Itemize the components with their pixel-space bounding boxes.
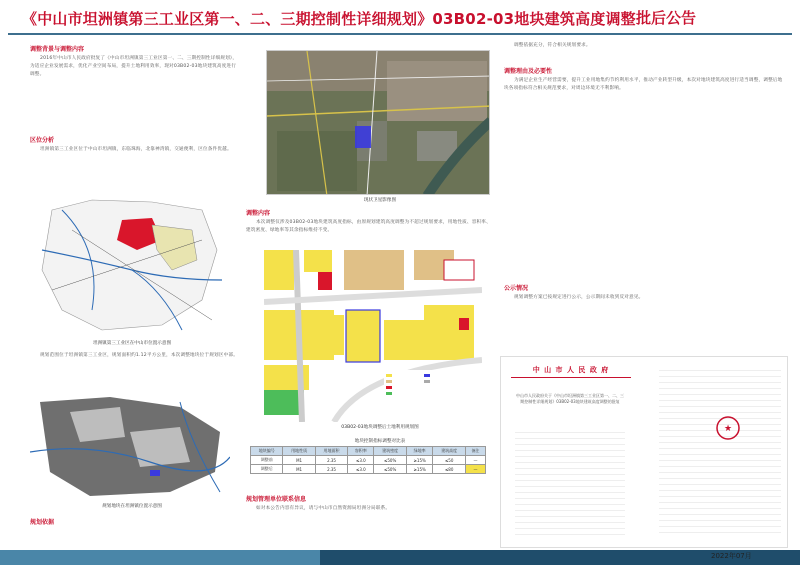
cell: — [465, 456, 485, 465]
location-map-city [32, 190, 232, 338]
cell: 调整后 [251, 465, 283, 474]
th-3: 容积率 [348, 447, 374, 456]
cell: ≤3.0 [348, 465, 374, 474]
cell: ≥15% [406, 465, 433, 474]
cell: M1 [283, 456, 315, 465]
cell: ≤50% [374, 465, 406, 474]
table-header-row [251, 447, 486, 456]
cell: 调整前 [251, 456, 283, 465]
approval-document [500, 356, 788, 548]
middle-adjust-block [246, 206, 492, 251]
th-0: 地块编号 [251, 447, 283, 456]
footer-bar [0, 550, 800, 565]
cell: ≤3.0 [348, 456, 374, 465]
table-caption: 地块控制指标调整对比表 [354, 439, 406, 444]
land-use-map [264, 250, 482, 422]
svg-text:★: ★ [723, 424, 733, 434]
scope-text: 规划范围位于坦洲镇第三工业区，规划面积约1.12平方公里，本次调整地块位于规划区中部。 [40, 353, 238, 358]
doc-page2 [659, 365, 781, 535]
section-adjust-text: 本次调整仅涉及03B02-03地块建筑高度指标，由原规划建筑高度调整为不超过规划要求，用地性质、容积率、建筑密度、绿地率等其余指标维持不变。 [246, 220, 491, 233]
cell: ≤80 [433, 465, 465, 474]
left-text-block [30, 352, 238, 388]
table-row [251, 465, 486, 474]
right-top-text: 调整依据充分，符合相关规划要求。 [514, 43, 591, 48]
section-background-title: 调整背景与调整内容 [30, 46, 85, 53]
section-publicity-title: 公示情况 [504, 285, 529, 292]
section-publicity-text: 规划调整方案已按规定进行公示，公示期间未收到反对意见。 [514, 295, 644, 300]
footer-date: 2022年07月 [711, 552, 752, 560]
section-reason-text: 为满足企业生产经营需要，提升工业用地集约节约利用水平，推动产业转型升级，本次对地块建筑高度进行适当调整，调整后地块各项指标符合相关规范要求，对周边环境无不利影响。 [504, 78, 783, 91]
cell: 2.35 [315, 456, 347, 465]
section-adjust-title: 调整内容 [246, 210, 271, 217]
photo-caption: 现状卫星影像图 [363, 198, 397, 203]
doc-body [515, 427, 625, 537]
middle-contact-block [246, 492, 492, 545]
section-basis-title: 规划依据 [30, 519, 55, 526]
section-background-text: 2016年中山市人民政府批复了《中山市坦洲镇第三工业区第一、二、三期控制性详细规划》，为适应企业发展需求，优化产业空间布局，提升土地利用效率，现对03B02-03地块建筑高度进行调整。 [30, 56, 238, 77]
map-caption: 03B02-03地块调整后土地利用规划图 [341, 425, 419, 430]
th-1: 用地性质 [283, 447, 315, 456]
cell: ≤50% [374, 456, 406, 465]
header-divider [8, 33, 792, 35]
cell: ≥15% [406, 456, 433, 465]
section-location-title: 区位分析 [30, 137, 55, 144]
table-row [251, 456, 486, 465]
doc-title: 中山市人民政府关于《中山市坦洲镇第三工业区第一、二、三期控制性详细规划》03B02-03地块建筑高度调整的批复 [516, 393, 624, 404]
th-5: 绿地率 [406, 447, 433, 456]
doc-rule [511, 377, 631, 378]
th-6: 建筑高度 [433, 447, 465, 456]
fig1-caption: 坦洲镇第三工业区在中山市位置示意图 [92, 341, 172, 346]
official-seal-icon [715, 415, 741, 441]
th-7: 备注 [465, 447, 485, 456]
indicator-table [250, 446, 486, 474]
th-4: 建筑密度 [374, 447, 406, 456]
section-contact-text: 如对本公告内容有异议，请与中山市自然资源局坦洲分局联系。 [256, 506, 391, 511]
cell: ≤50 [433, 456, 465, 465]
left-column [30, 42, 238, 176]
cell-highlight: — [465, 465, 485, 474]
footer-stripe [0, 550, 320, 565]
right-column [504, 42, 784, 334]
doc-header: 中 山 市 人 民 政 府 [532, 366, 610, 374]
section-location-text: 坦洲镇第三工业区位于中山市坦洲镇，东临珠海，北靠神湾镇，交通便利，区位条件优越。 [40, 147, 232, 152]
notice-badge: 批后公告 [636, 9, 697, 27]
section-contact-title: 规划管理单位联系信息 [246, 496, 307, 503]
header-bar [0, 0, 800, 36]
location-map-town [30, 392, 230, 500]
page-title: 《中山市坦洲镇第三工业区第一、二、三期控制性详细规划》03B02-03地块建筑高度调整 [22, 10, 636, 28]
cell: M1 [283, 465, 315, 474]
section-reason-title: 调整理由及必要性 [504, 68, 553, 75]
satellite-image [266, 50, 490, 195]
cell: 2.35 [315, 465, 347, 474]
th-2: 用地面积 [315, 447, 347, 456]
fig2-caption: 规划地块在坦洲镇位置示意图 [102, 504, 162, 509]
